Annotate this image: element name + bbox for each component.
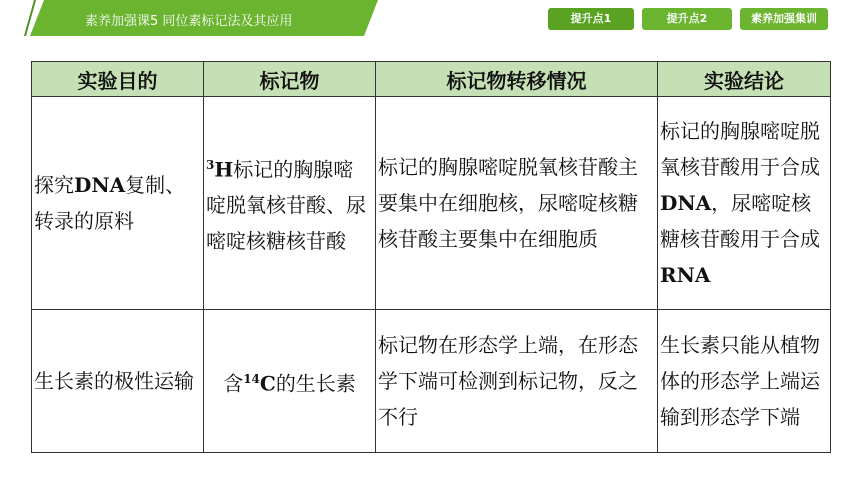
cell-conclusion: 生长素只能从植物体的形态学上端运输到形态学下端 (658, 310, 831, 453)
tab-point-1[interactable]: 提升点1 (548, 8, 634, 30)
cell-marker: 含$^{14}$C的生长素 (204, 310, 376, 453)
cell-marker: $^3$H标记的胸腺嘧啶脱氧核苷酸、尿嘧啶核糖核苷酸 (204, 97, 376, 310)
table-row (32, 97, 831, 310)
table-row (32, 310, 831, 453)
tab-point-2[interactable]: 提升点2 (642, 8, 732, 30)
cell-transfer: 标记的胸腺嘧啶脱氧核苷酸主要集中在细胞核，尿嘧啶核糖核苷酸主要集中在细胞质 (376, 97, 658, 310)
cell-conclusion: 标记的胸腺嘧啶脱氧核苷酸用于合成DNA，尿嘧啶核糖核苷酸用于合成RNA (658, 97, 831, 310)
column-header-transfer: 标记物转移情况 (376, 62, 658, 97)
cell-transfer: 标记物在形态学上端，在形态学下端可检测到标记物，反之不行 (376, 310, 658, 453)
column-header-marker: 标记物 (204, 62, 376, 97)
header-bar (0, 0, 860, 36)
column-header-conclusion: 实验结论 (658, 62, 831, 97)
cell-purpose: 生长素的极性运输 (32, 310, 204, 453)
cell-purpose: 探究DNA复制、转录的原料 (32, 97, 204, 310)
isotope-table (31, 61, 831, 453)
column-header-purpose: 实验目的 (32, 62, 204, 97)
tab-practice[interactable]: 素养加强集训 (740, 8, 828, 30)
table-header-row (32, 62, 831, 97)
lesson-title: 素养加强课5 同位素标记法及其应用 (85, 14, 293, 29)
